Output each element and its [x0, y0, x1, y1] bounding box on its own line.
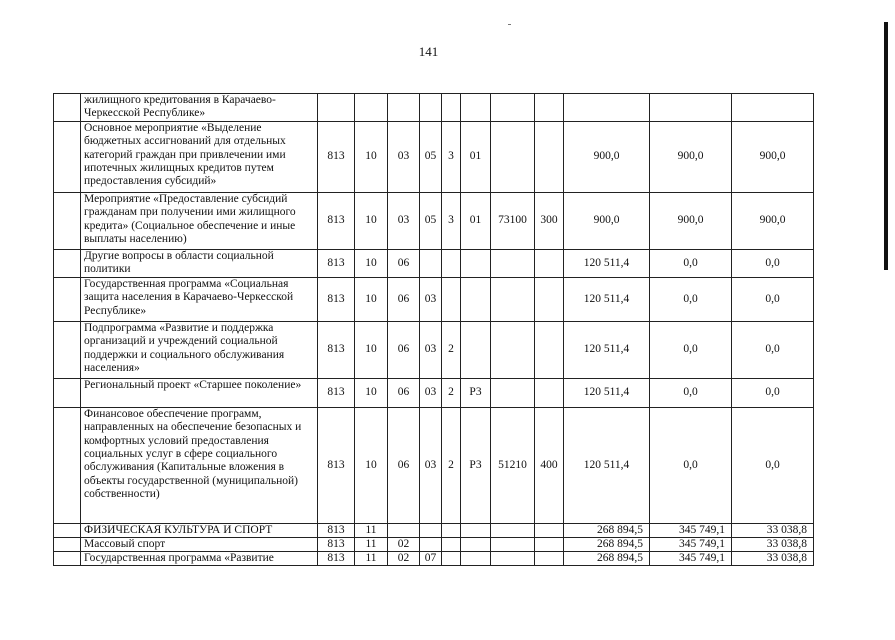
code-expense-type-cell [535, 523, 564, 537]
code-section-cell: 10 [355, 277, 388, 321]
code-expense-type-cell [535, 321, 564, 378]
amount-year-2-cell [650, 94, 732, 122]
code-direction-cell [491, 321, 535, 378]
code-program-cell: 07 [420, 551, 442, 565]
table-row [54, 249, 814, 277]
code-expense-type-cell [535, 537, 564, 551]
code-subprogram-cell: 2 [442, 378, 461, 407]
code-event-cell: Р3 [461, 378, 491, 407]
code-event-cell [461, 321, 491, 378]
code-subsection-cell: 03 [388, 192, 420, 249]
code-event-cell: 01 [461, 121, 491, 192]
amount-year-3-cell: 900,0 [732, 121, 814, 192]
code-subprogram-cell [442, 94, 461, 122]
amount-year-1-cell: 268 894,5 [564, 551, 650, 565]
table-row [54, 537, 814, 551]
amount-year-3-cell: 33 038,8 [732, 523, 814, 537]
amount-year-2-cell: 0,0 [650, 321, 732, 378]
code-expense-type-cell [535, 94, 564, 122]
budget-table [53, 93, 814, 566]
item-name-cell: Подпрограмма «Развитие и поддержка организаций и учреждений социальной поддержки и социального обслуживания населения» [81, 321, 318, 378]
code-direction-cell [491, 378, 535, 407]
code-program-cell: 03 [420, 378, 442, 407]
code-event-cell: Р3 [461, 407, 491, 523]
code-section-cell: 11 [355, 551, 388, 565]
table-row [54, 94, 814, 122]
row-number-cell [54, 192, 81, 249]
amount-year-3-cell [732, 94, 814, 122]
table-row [54, 378, 814, 407]
amount-year-2-cell: 0,0 [650, 407, 732, 523]
code-expense-type-cell [535, 121, 564, 192]
code-grbs-cell: 813 [318, 551, 355, 565]
code-expense-type-cell [535, 249, 564, 277]
code-section-cell: 10 [355, 192, 388, 249]
code-subsection-cell: 06 [388, 321, 420, 378]
item-name-cell: Другие вопросы в области социальной политики [81, 249, 318, 277]
amount-year-1-cell: 900,0 [564, 192, 650, 249]
code-grbs-cell [318, 94, 355, 122]
code-program-cell: 05 [420, 192, 442, 249]
amount-year-3-cell: 0,0 [732, 407, 814, 523]
code-subsection-cell: 02 [388, 537, 420, 551]
amount-year-3-cell: 900,0 [732, 192, 814, 249]
code-program-cell: 05 [420, 121, 442, 192]
code-subsection-cell: 06 [388, 277, 420, 321]
row-number-cell [54, 249, 81, 277]
code-section-cell: 10 [355, 321, 388, 378]
code-section-cell: 10 [355, 378, 388, 407]
row-number-cell [54, 321, 81, 378]
code-subprogram-cell: 3 [442, 192, 461, 249]
code-subsection-cell [388, 94, 420, 122]
amount-year-1-cell: 120 511,4 [564, 277, 650, 321]
item-name-cell: Финансовое обеспечение программ, направленных на обеспечение безопасных и комфортных условий предоставления социальных услуг в сфере социального обслуживания (Капитальные вложения в объекты государственной (муниципальной) собственности) [81, 407, 318, 523]
code-grbs-cell: 813 [318, 121, 355, 192]
row-number-cell [54, 94, 81, 122]
amount-year-1-cell: 120 511,4 [564, 378, 650, 407]
amount-year-2-cell: 0,0 [650, 249, 732, 277]
amount-year-2-cell: 345 749,1 [650, 551, 732, 565]
code-section-cell: 11 [355, 537, 388, 551]
code-event-cell: 01 [461, 192, 491, 249]
table-row [54, 277, 814, 321]
code-subsection-cell [388, 523, 420, 537]
code-section-cell: 10 [355, 407, 388, 523]
row-number-cell [54, 537, 81, 551]
item-name-cell: Государственная программа «Социальная защита населения в Карачаево-Черкесской Республике» [81, 277, 318, 321]
item-name-cell: жилищного кредитования в Карачаево-Черкесской Республике» [81, 94, 318, 122]
amount-year-2-cell: 345 749,1 [650, 537, 732, 551]
item-name-cell: Массовый спорт [81, 537, 318, 551]
code-section-cell: 10 [355, 121, 388, 192]
row-number-cell [54, 121, 81, 192]
table-row [54, 523, 814, 537]
code-subprogram-cell: 2 [442, 321, 461, 378]
table-row [54, 192, 814, 249]
amount-year-3-cell: 0,0 [732, 277, 814, 321]
amount-year-2-cell: 900,0 [650, 192, 732, 249]
amount-year-2-cell: 0,0 [650, 277, 732, 321]
code-expense-type-cell: 300 [535, 192, 564, 249]
code-expense-type-cell [535, 551, 564, 565]
row-number-cell [54, 407, 81, 523]
code-grbs-cell: 813 [318, 249, 355, 277]
item-name-cell: Основное мероприятие «Выделение бюджетных ассигнований для отдельных категорий граждан при привлечении ими ипотечных жилищных кредитов путем предоставления субсидий» [81, 121, 318, 192]
row-number-cell [54, 378, 81, 407]
code-subprogram-cell [442, 249, 461, 277]
code-grbs-cell: 813 [318, 378, 355, 407]
code-direction-cell: 73100 [491, 192, 535, 249]
scan-speck [508, 24, 511, 25]
scan-edge-shadow [884, 22, 888, 270]
code-expense-type-cell: 400 [535, 407, 564, 523]
item-name-cell: Государственная программа «Развитие [81, 551, 318, 565]
code-program-cell [420, 537, 442, 551]
code-subsection-cell: 06 [388, 378, 420, 407]
code-direction-cell [491, 94, 535, 122]
code-program-cell: 03 [420, 277, 442, 321]
code-expense-type-cell [535, 277, 564, 321]
code-grbs-cell: 813 [318, 277, 355, 321]
code-section-cell [355, 94, 388, 122]
code-subprogram-cell [442, 551, 461, 565]
amount-year-1-cell: 268 894,5 [564, 523, 650, 537]
code-program-cell: 03 [420, 321, 442, 378]
table-row [54, 121, 814, 192]
code-direction-cell [491, 551, 535, 565]
code-section-cell: 11 [355, 523, 388, 537]
amount-year-3-cell: 0,0 [732, 378, 814, 407]
code-subsection-cell: 02 [388, 551, 420, 565]
code-event-cell [461, 537, 491, 551]
row-number-cell [54, 551, 81, 565]
code-event-cell [461, 249, 491, 277]
code-event-cell [461, 523, 491, 537]
item-name-cell: ФИЗИЧЕСКАЯ КУЛЬТУРА И СПОРТ [81, 523, 318, 537]
amount-year-3-cell: 33 038,8 [732, 551, 814, 565]
table-row [54, 551, 814, 565]
code-direction-cell [491, 523, 535, 537]
code-subprogram-cell [442, 537, 461, 551]
code-grbs-cell: 813 [318, 523, 355, 537]
code-subprogram-cell: 2 [442, 407, 461, 523]
amount-year-3-cell: 33 038,8 [732, 537, 814, 551]
row-number-cell [54, 523, 81, 537]
amount-year-2-cell: 900,0 [650, 121, 732, 192]
amount-year-1-cell: 120 511,4 [564, 249, 650, 277]
page-number: 141 [418, 44, 439, 59]
amount-year-2-cell: 345 749,1 [650, 523, 732, 537]
item-name-cell: Мероприятие «Предоставление субсидий гражданам при получении ими жилищного кредита» (Социальное обеспечение и иные выплаты населению) [81, 192, 318, 249]
amount-year-1-cell [564, 94, 650, 122]
code-direction-cell [491, 537, 535, 551]
code-subprogram-cell: 3 [442, 121, 461, 192]
row-number-cell [54, 277, 81, 321]
code-grbs-cell: 813 [318, 192, 355, 249]
code-program-cell [420, 523, 442, 537]
table-row [54, 321, 814, 378]
code-program-cell: 03 [420, 407, 442, 523]
code-grbs-cell: 813 [318, 537, 355, 551]
item-name-cell: Региональный проект «Старшее поколение» [81, 378, 318, 407]
amount-year-3-cell: 0,0 [732, 249, 814, 277]
amount-year-1-cell: 120 511,4 [564, 321, 650, 378]
code-expense-type-cell [535, 378, 564, 407]
code-subsection-cell: 06 [388, 249, 420, 277]
amount-year-2-cell: 0,0 [650, 378, 732, 407]
code-subprogram-cell [442, 523, 461, 537]
code-direction-cell: 51210 [491, 407, 535, 523]
code-grbs-cell: 813 [318, 321, 355, 378]
code-subsection-cell: 06 [388, 407, 420, 523]
code-direction-cell [491, 277, 535, 321]
code-event-cell [461, 277, 491, 321]
code-grbs-cell: 813 [318, 407, 355, 523]
amount-year-3-cell: 0,0 [732, 321, 814, 378]
code-event-cell [461, 551, 491, 565]
amount-year-1-cell: 120 511,4 [564, 407, 650, 523]
code-subprogram-cell [442, 277, 461, 321]
code-direction-cell [491, 121, 535, 192]
code-section-cell: 10 [355, 249, 388, 277]
table-row [54, 407, 814, 523]
code-direction-cell [491, 249, 535, 277]
code-program-cell [420, 249, 442, 277]
code-program-cell [420, 94, 442, 122]
code-event-cell [461, 94, 491, 122]
code-subsection-cell: 03 [388, 121, 420, 192]
amount-year-1-cell: 900,0 [564, 121, 650, 192]
amount-year-1-cell: 268 894,5 [564, 537, 650, 551]
